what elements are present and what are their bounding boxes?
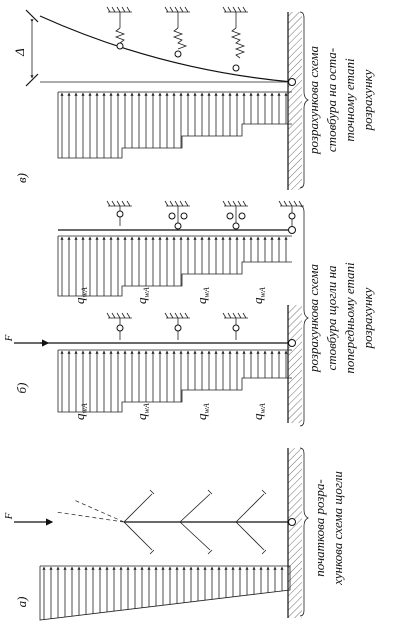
pin-supports-b-lower [107,313,248,340]
panel-letter-v: в) [14,173,29,183]
svg-text:qwA: $q_{wA}$ [194,287,211,304]
force-f-label-a: F [3,512,15,520]
svg-text:qwA: $q_{wA}$ [72,403,89,420]
svg-text:розрахунку: розрахунку [360,69,375,131]
deflected-mast-curve [40,16,292,82]
base-hinge-v [289,79,296,86]
svg-text:стовбура щогли на: стовбура щогли на [324,265,339,371]
panel-a [3,448,345,620]
panel-b [3,201,375,426]
svg-text:qwA: $q_{wA}$ [72,287,89,304]
svg-text:qwA: $q_{wA}$ [134,287,151,304]
svg-text:qwA: $q_{wA}$ [134,403,151,420]
panel-letter-b: б) [14,382,29,394]
svg-text:qwA: $q_{wA}$ [250,403,267,420]
load-labels-b-upper [72,287,267,304]
svg-text:стовбура на оста-: стовбура на оста- [324,47,339,153]
caption-v [306,46,375,155]
wind-load-diagram-v [58,92,292,158]
wind-load-diagram-a [40,566,290,620]
force-f-label-b: F [3,334,15,342]
caption-b [306,262,375,374]
svg-text:попередньому етапі: попередньому етапі [342,262,357,374]
svg-text:розрахунку: розрахунку [360,287,375,349]
load-labels-b-lower [72,403,267,420]
svg-text:точному етапі: точному етапі [342,58,357,142]
pin-supports-b-upper [107,201,304,234]
delta-label: Δ [12,48,27,56]
ground-support-v [288,12,302,190]
ground-support-b [288,305,302,423]
panel-v [12,7,375,190]
wind-load-diagram-b-upper [58,236,292,296]
svg-text:хункова схема щогли: хункова схема щогли [330,471,345,585]
ground-support-a [288,448,302,618]
svg-text:розрахункова схема: розрахункова схема [306,264,321,372]
wind-load-diagram-b-lower [58,350,292,412]
spring-supports [107,7,248,71]
svg-text:qwA: $q_{wA}$ [250,287,267,304]
caption-a [312,471,345,586]
svg-text:розрахункова схема: розрахункова схема [306,46,321,154]
svg-text:qwA: $q_{wA}$ [194,403,211,420]
panel-letter-a: а) [14,596,29,608]
svg-text:початкова розра-: початкова розра- [312,479,327,577]
